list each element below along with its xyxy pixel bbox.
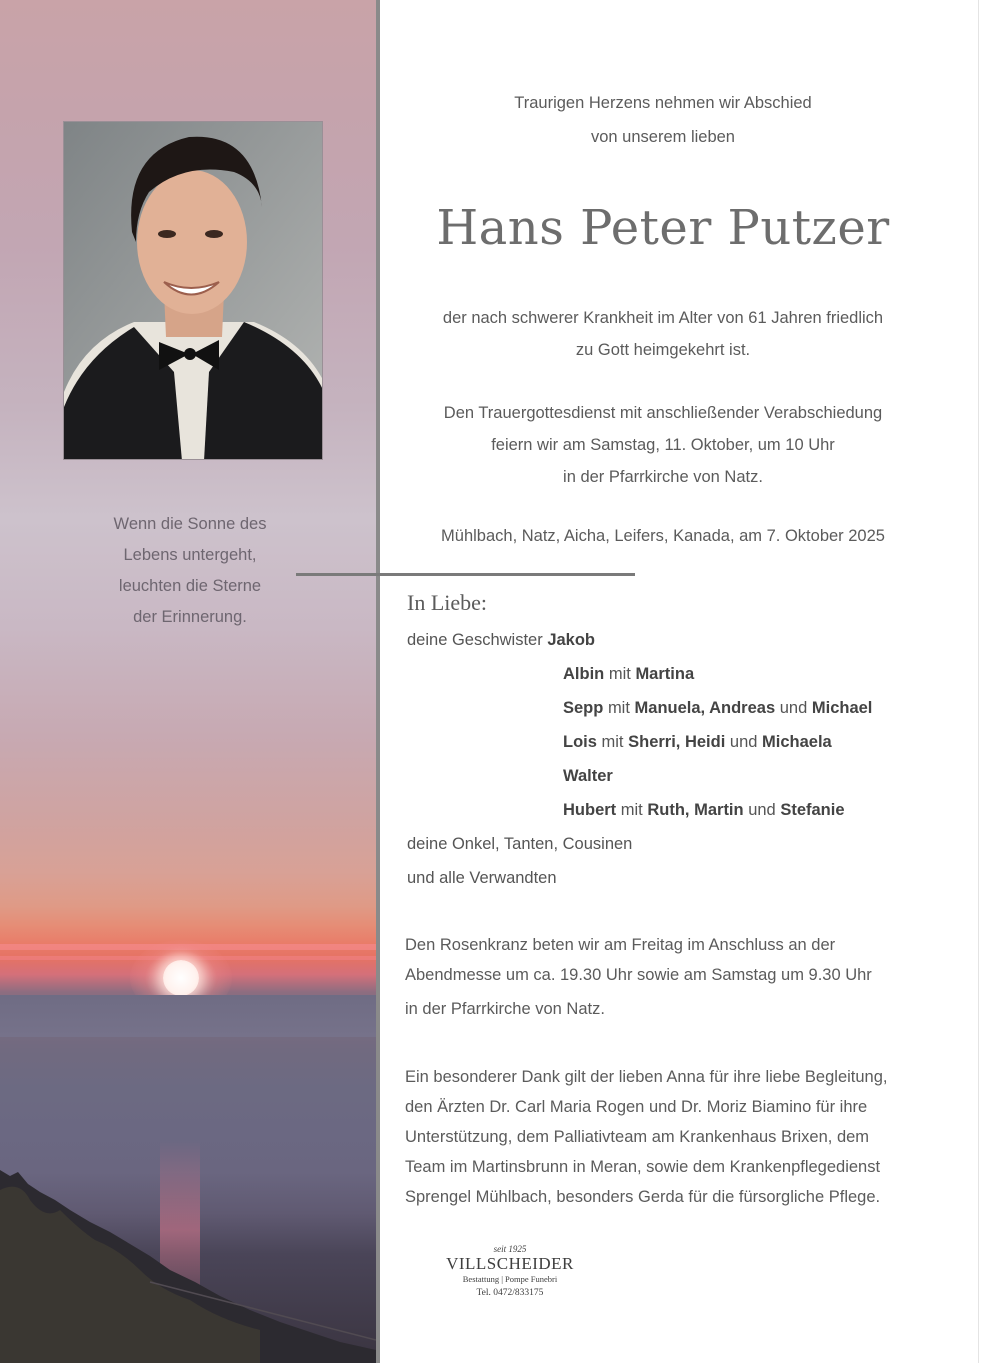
passing-line: zu Gott heimgekehrt ist. — [575, 341, 751, 359]
passing-line: der nach schwerer Krankheit im Alter von 61 Jahren friedlich — [442, 309, 884, 327]
thanks-line: den Ärzten Dr. Carl Maria Rogen und Dr. Moriz Biamino für ihre — [405, 1098, 868, 1116]
rosary-line: Abendmesse um ca. 19.30 Uhr sowie am Samstag um 9.30 Uhr — [405, 966, 872, 984]
sibling-row — [563, 733, 832, 752]
sibling-name: Jakob — [547, 631, 596, 649]
relatives-line: und alle Verwandten — [407, 869, 557, 887]
partner-names: Michaela — [762, 733, 832, 751]
portrait-photo — [63, 121, 323, 460]
intro-text — [380, 86, 946, 154]
passing-text — [380, 302, 946, 366]
partner-names: Michael — [811, 699, 873, 717]
thanks-line: Ein besonderer Dank gilt der lieben Anna für ihre liebe Begleitung, — [405, 1068, 888, 1086]
mourners-title: In Liebe: — [407, 590, 488, 615]
horizon-mountains — [0, 995, 376, 1037]
quote-line: leuchten die Sterne — [118, 577, 262, 595]
service-text — [380, 397, 946, 493]
partner-names: Martina — [635, 665, 695, 683]
places-date: Mühlbach, Natz, Aicha, Leifers, Kanada, am 7. Oktober 2025 — [441, 527, 885, 545]
connector: und — [748, 801, 776, 819]
sibling-name: Hubert — [563, 801, 617, 819]
siblings-row — [407, 631, 595, 650]
partner-names: Sherri, Heidi — [628, 733, 726, 751]
thanks-line: Unterstützung, dem Palliativteam am Krankenhaus Brixen, dem — [405, 1128, 870, 1146]
connector: mit — [608, 665, 631, 683]
partner-names: Ruth, Martin — [647, 801, 744, 819]
quote-line: Wenn die Sonne des — [113, 515, 267, 533]
service-line: in der Pfarrkirche von Natz. — [563, 468, 763, 486]
sibling-name: Albin — [563, 665, 605, 683]
intro-line: Traurigen Herzens nehmen wir Abschied — [514, 94, 812, 112]
service-line: Den Trauergottesdienst mit anschließender Verabschiedung — [443, 404, 883, 422]
logo-name: VILLSCHEIDER — [446, 1254, 574, 1273]
connector: mit — [620, 801, 643, 819]
deceased-name: Hans Peter Putzer — [436, 200, 890, 256]
sun — [163, 960, 199, 996]
rosary-line: in der Pfarrkirche von Natz. — [405, 1000, 605, 1018]
siblings-prefix: deine Geschwister — [407, 631, 543, 649]
sibling-name: Sepp — [563, 699, 604, 717]
page-edge — [978, 0, 979, 1363]
connector: mit — [601, 733, 624, 751]
thanks-text — [405, 1062, 965, 1212]
partner-names: Stefanie — [780, 801, 845, 819]
sibling-row — [563, 801, 845, 820]
connector: und — [729, 733, 758, 751]
service-line: feiern wir am Samstag, 11. Oktober, um 10 Uhr — [491, 436, 835, 454]
rosary-text — [405, 930, 965, 1024]
logo-since: seit 1925 — [493, 1244, 527, 1254]
sibling-name: Walter — [563, 767, 613, 785]
horizontal-divider — [296, 573, 635, 576]
sibling-row — [563, 699, 872, 718]
connector: und — [779, 699, 808, 717]
intro-line: von unserem lieben — [590, 128, 735, 146]
thanks-line: Sprengel Mühlbach, besonders Gerda für die fürsorgliche Pflege. — [405, 1188, 881, 1206]
sibling-name: Lois — [563, 733, 597, 751]
memorial-quote — [60, 509, 320, 633]
funeral-home-logo — [440, 1244, 580, 1301]
relatives-line: deine Onkel, Tanten, Cousinen — [407, 835, 633, 853]
partner-names: Manuela, Andreas — [634, 699, 776, 717]
sibling-row — [563, 665, 694, 684]
quote-line: der Erinnerung. — [133, 608, 247, 626]
tree-silhouette — [0, 1170, 376, 1363]
quote-line: Lebens untergeht, — [123, 546, 257, 564]
sunset-background — [0, 0, 376, 1363]
logo-phone: Tel. 0472/833175 — [476, 1288, 544, 1298]
thanks-line: Team im Martinsbrunn in Meran, sowie dem Krankenpflegedienst — [405, 1158, 881, 1176]
sibling-row — [563, 767, 613, 786]
logo-subtitle: Bestattung | Pompe Funebri — [462, 1274, 558, 1284]
connector: mit — [607, 699, 630, 717]
rosary-line: Den Rosenkranz beten wir am Freitag im Anschluss an der — [405, 936, 836, 954]
